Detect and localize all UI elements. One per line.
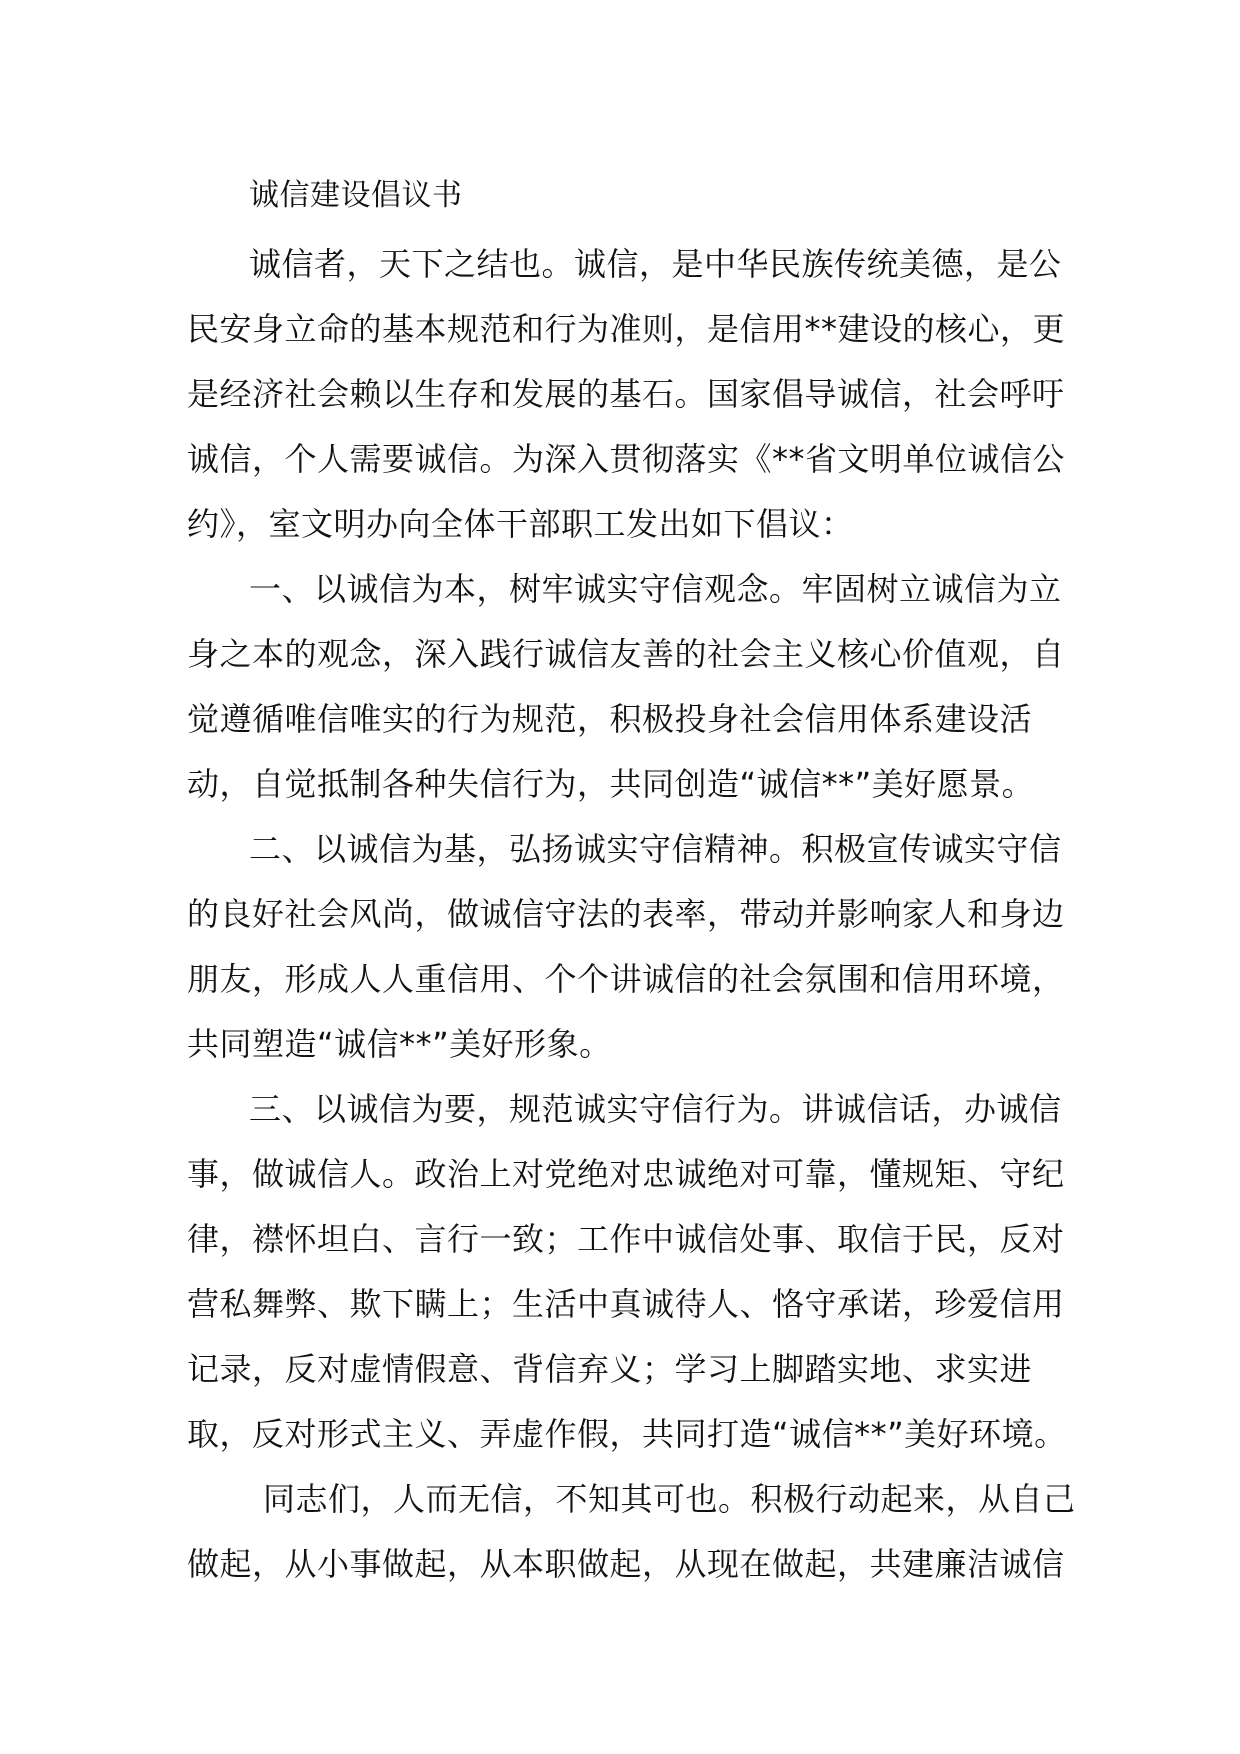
proposal-one-paragraph: 一、以诚信为本，树牢诚实守信观念。牢固树立诚信为立身之本的观念，深入践行诚信友善的社会主义核心价值观，自觉遵循唯信唯实的行为规范，积极投身社会信用体系建设活动，自觉抵制各种失信行为，共同创造“诚信**”美好愿景。: [187, 570, 1065, 803]
closing-paragraph: 同志们，人而无信，不知其可也。积极行动起来，从自己做起，从小事做起，从本职做起，从现在做起，共建廉洁诚信: [187, 1480, 1076, 1583]
proposal-three-paragraph: 三、以诚信为要，规范诚实守信行为。讲诚信话，办诚信事，做诚信人。政治上对党绝对忠诚绝对可靠，懂规矩、守纪律，襟怀坦白、言行一致；工作中诚信处事、取信于民，反对营私舞弊、欺下瞒上；生活中真诚待人、恪守承诺，珍爱信用记录，反对虚情假意、背信弃义；学习上脚踏实地、求实进取，反对形式主义、弄虚作假，共同打造“诚信**”美好环境。: [187, 1090, 1067, 1453]
intro-paragraph: 诚信者，天下之结也。诚信，是中华民族传统美德，是公民安身立命的基本规范和行为准则，是信用**建设的核心，更是经济社会赖以生存和发展的基石。国家倡导诚信，社会呼吁诚信，个人需要诚信。为深入贯彻落实《**省文明单位诚信公约》，室文明办向全体干部职工发出如下倡议：: [187, 245, 1066, 543]
document-title: 诚信建设倡议书: [249, 178, 463, 213]
document-body: [187, 168, 1077, 1597]
proposal-two-paragraph: 二、以诚信为基，弘扬诚实守信精神。积极宣传诚实守信的良好社会风尚，做诚信守法的表率，带动并影响家人和身边朋友，形成人人重信用、个个讲诚信的社会氛围和信用环境，共同塑造“诚信**”美好形象。: [187, 830, 1065, 1063]
